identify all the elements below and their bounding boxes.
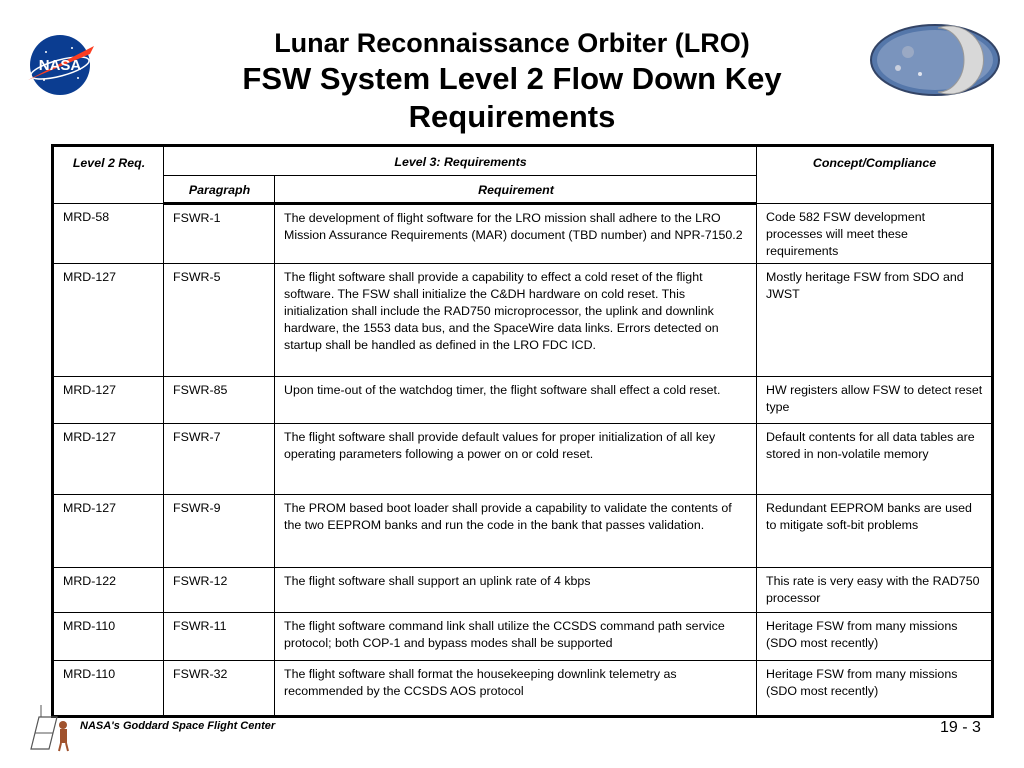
cell-requirement: The flight software shall support an uplink rate of 4 kbps — [275, 568, 757, 613]
cell-paragraph: FSWR-12 — [164, 568, 275, 613]
header-concept: Concept/Compliance — [757, 146, 993, 204]
cell-concept: HW registers allow FSW to detect reset type — [757, 377, 993, 424]
title-line-2: FSW System Level 2 Flow Down Key — [242, 61, 782, 96]
cell-level2: MRD-127 — [53, 495, 164, 568]
cell-requirement: The flight software command link shall utilize the CCSDS command path service protocol; both COP-1 and bypass modes shall be supported — [275, 613, 757, 661]
cell-requirement: The PROM based boot loader shall provide a capability to validate the contents of the two EEPROM banks and run the code in the bank that passes validation. — [275, 495, 757, 568]
cell-requirement: The flight software shall provide default values for proper initialization of all key operating parameters following a power on or cold reset. — [275, 424, 757, 495]
cell-requirement: Upon time-out of the watchdog timer, the flight software shall effect a cold reset. — [275, 377, 757, 424]
cell-requirement: The flight software shall provide a capability to effect a cold reset of the flight software. The FSW shall initialize the C&DH hardware on cold reset. This initialization shall include the RAD750 microprocessor, the uplink and downlink hardware, the 1553 data bus, and the SpaceWire data links. Errors detected on startup shall be handled as defined in the LRO FDC ICD. — [275, 264, 757, 377]
cell-concept: Mostly heritage FSW from SDO and JWST — [757, 264, 993, 377]
title-line-3: Requirements — [408, 99, 616, 134]
title-line-1: Lunar Reconnaissance Orbiter (LRO) — [274, 28, 750, 58]
table-row — [53, 661, 993, 717]
page-number: 19 - 3 — [940, 719, 981, 736]
header-requirement: Requirement — [275, 176, 757, 204]
lro-mission-logo — [868, 22, 1002, 98]
nasa-logo — [20, 30, 100, 100]
cell-paragraph: FSWR-85 — [164, 377, 275, 424]
cell-paragraph: FSWR-9 — [164, 495, 275, 568]
nasa-logo-text: NASA — [38, 57, 82, 74]
header-paragraph: Paragraph — [164, 176, 275, 204]
cell-paragraph: FSWR-1 — [164, 204, 275, 264]
cell-level2: MRD-127 — [53, 264, 164, 377]
cell-level2: MRD-127 — [53, 424, 164, 495]
slide-title — [150, 26, 874, 136]
cell-concept: Heritage FSW from many missions (SDO most recently) — [757, 613, 993, 661]
cell-concept: Default contents for all data tables are stored in non-volatile memory — [757, 424, 993, 495]
cell-requirement: The development of flight software for the LRO mission shall adhere to the LRO Mission Assurance Requirements (MAR) document (TBD number) and NPR-7150.2 — [275, 204, 757, 264]
cell-concept: Redundant EEPROM banks are used to mitigate soft-bit problems — [757, 495, 993, 568]
cell-concept: Code 582 FSW development processes will meet these requirements — [757, 204, 993, 264]
cell-requirement: The flight software shall format the housekeeping downlink telemetry as recommended by the CCSDS AOS protocol — [275, 661, 757, 717]
astronaut-icon — [27, 697, 73, 753]
cell-paragraph: FSWR-11 — [164, 613, 275, 661]
cell-level2: MRD-58 — [53, 204, 164, 264]
table-row — [53, 613, 993, 661]
cell-level2: MRD-127 — [53, 377, 164, 424]
table-row — [53, 264, 993, 377]
cell-paragraph: FSWR-5 — [164, 264, 275, 377]
cell-level2: MRD-122 — [53, 568, 164, 613]
cell-concept: This rate is very easy with the RAD750 processor — [757, 568, 993, 613]
header-level3: Level 3: Requirements — [164, 146, 757, 176]
table-row — [53, 204, 993, 264]
table-row — [53, 495, 993, 568]
header-row — [53, 146, 993, 176]
table-row — [53, 377, 993, 424]
footer-org: NASA's Goddard Space Flight Center — [80, 720, 276, 732]
cell-level2: MRD-110 — [53, 613, 164, 661]
cell-paragraph: FSWR-32 — [164, 661, 275, 717]
cell-paragraph: FSWR-7 — [164, 424, 275, 495]
table-row — [53, 568, 993, 613]
table-row — [53, 424, 993, 495]
cell-concept: Heritage FSW from many missions (SDO most recently) — [757, 661, 993, 717]
cell-level2: MRD-110 — [53, 661, 164, 717]
header-level2: Level 2 Req. — [53, 146, 164, 204]
requirements-table — [51, 144, 994, 718]
